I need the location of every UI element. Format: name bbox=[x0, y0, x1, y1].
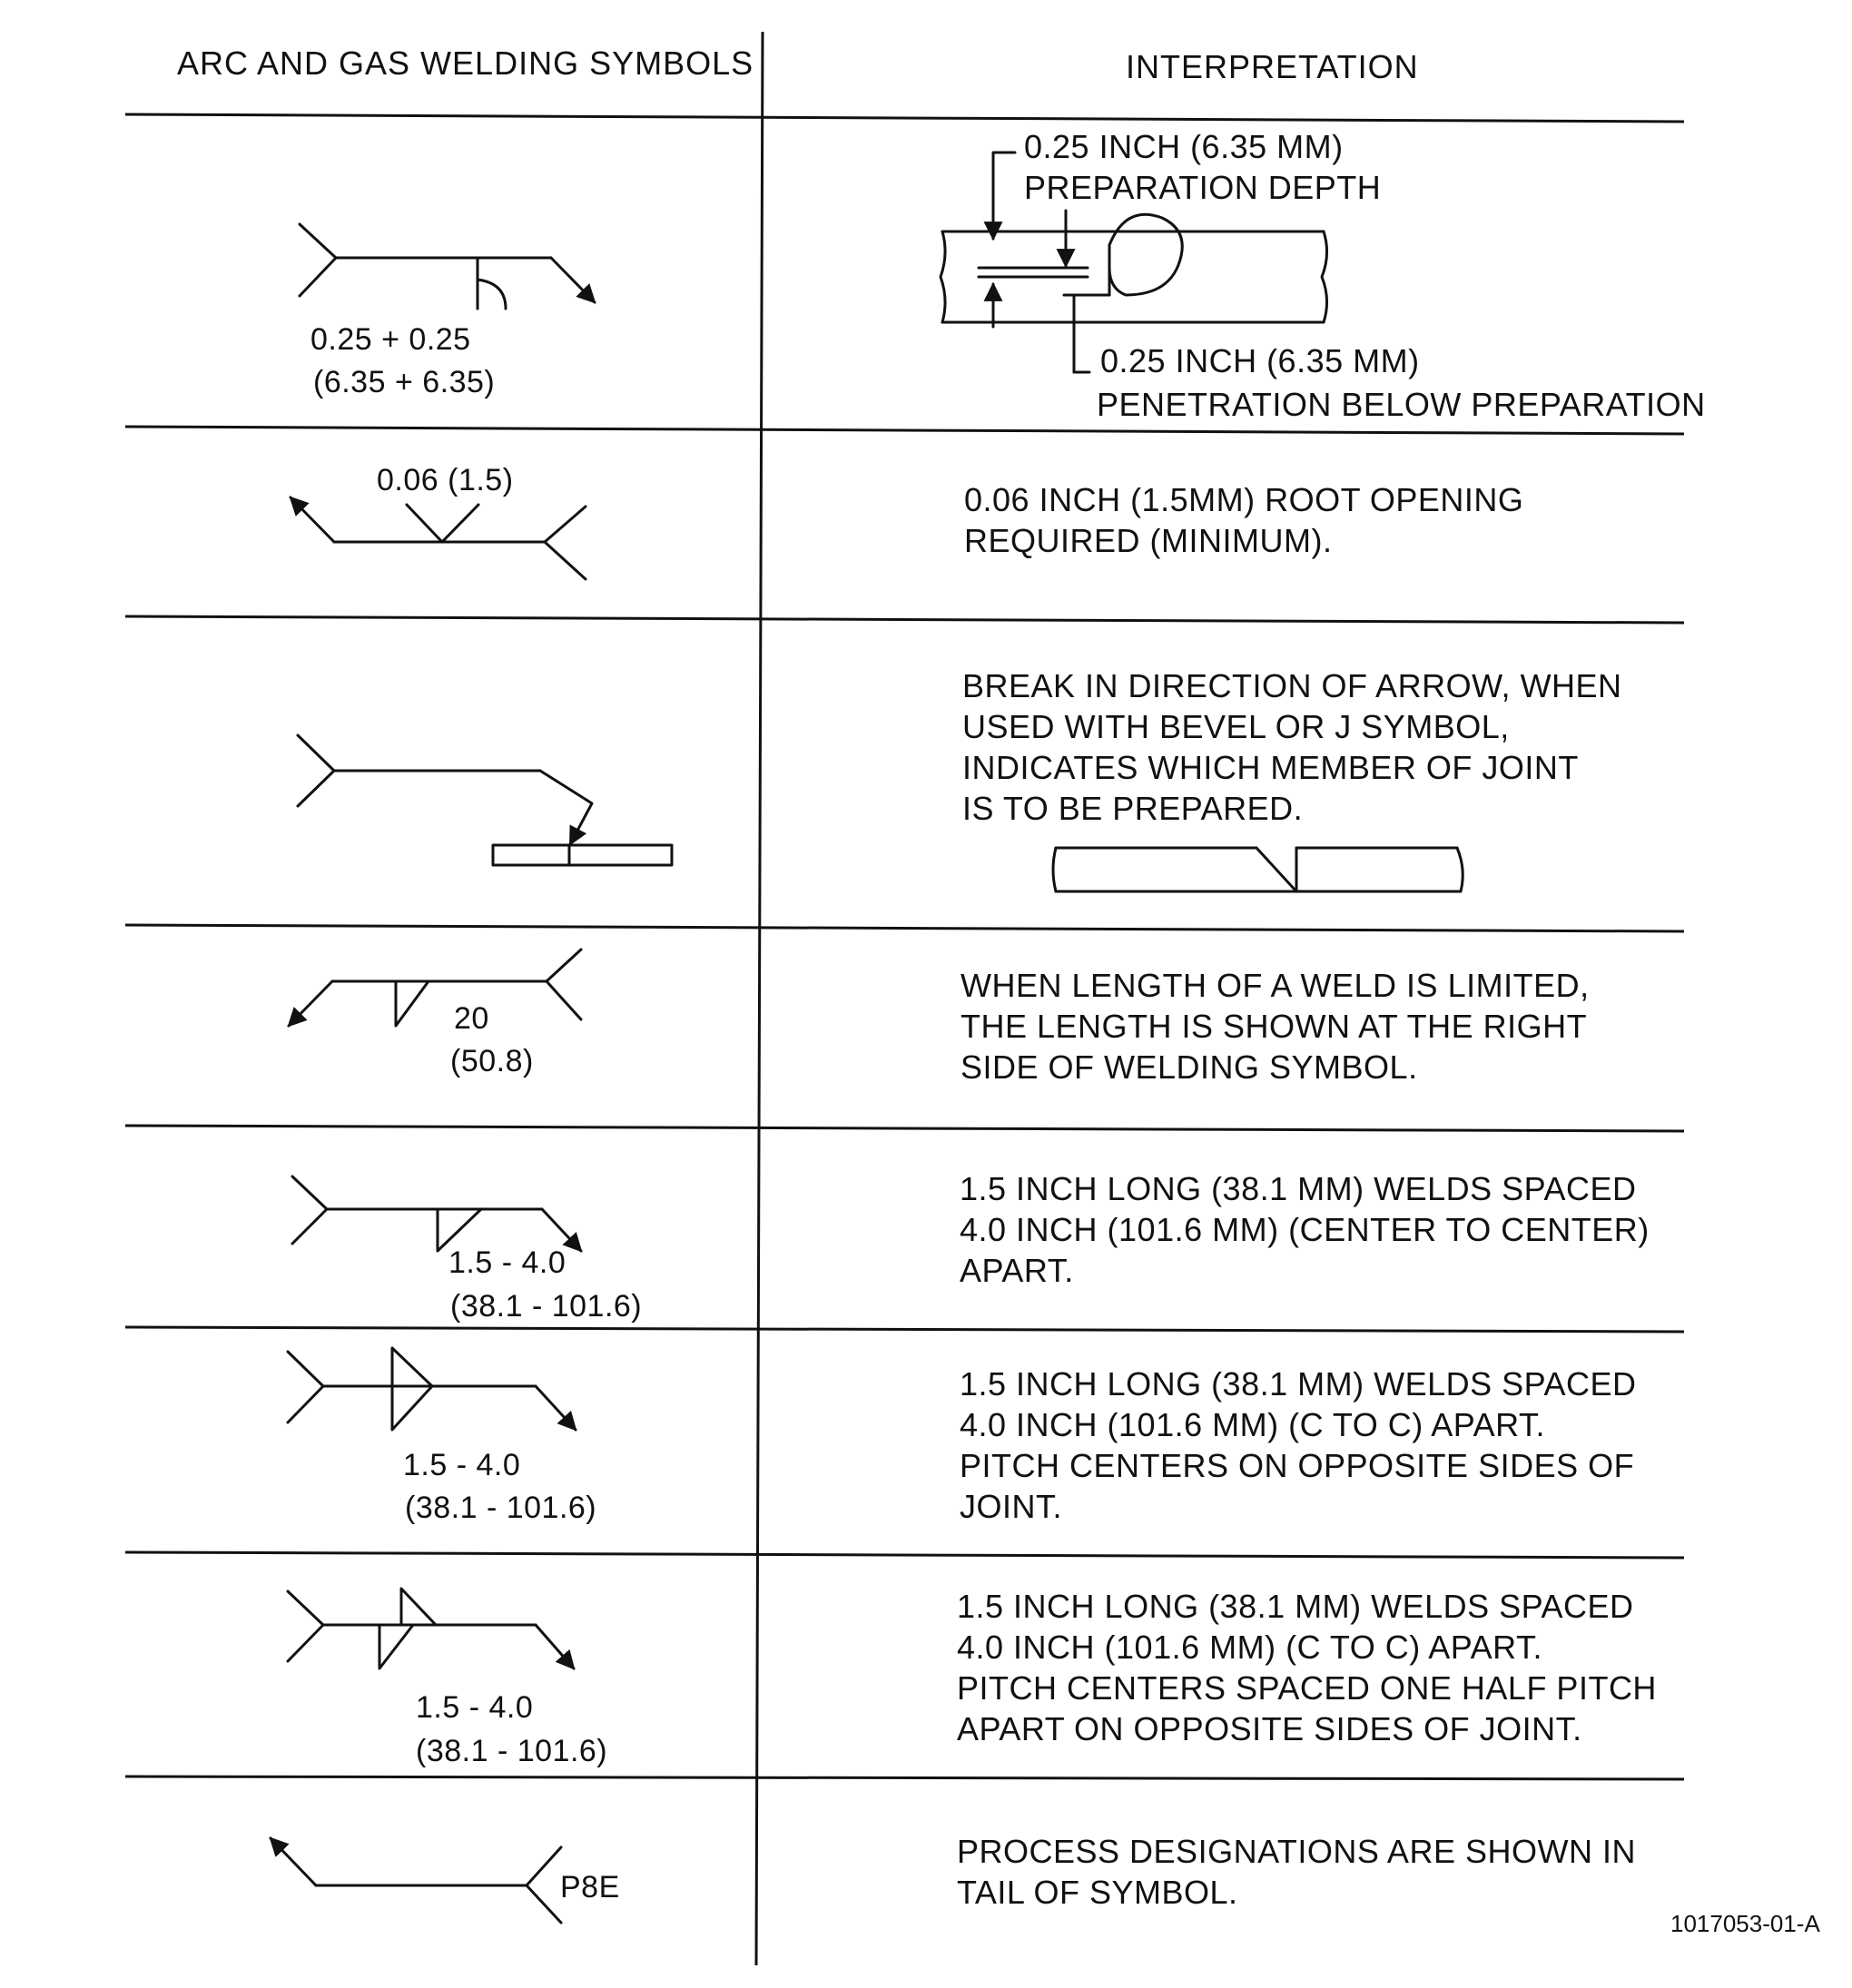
interpretation-text: PITCH CENTERS SPACED ONE HALF PITCH bbox=[957, 1669, 1657, 1707]
symbol-label: (38.1 - 101.6) bbox=[416, 1734, 608, 1768]
callout-top: 0.25 INCH (6.35 MM) bbox=[1024, 128, 1344, 165]
interpretation-text: BREAK IN DIRECTION OF ARROW, WHEN bbox=[962, 667, 1622, 704]
prepared-joint-sketch bbox=[1053, 848, 1463, 891]
symbol-label: 0.25 + 0.25 bbox=[310, 322, 471, 357]
interpretation-text: INDICATES WHICH MEMBER OF JOINT bbox=[962, 749, 1579, 786]
row-divider bbox=[125, 1327, 1684, 1332]
interpretation-text: JOINT. bbox=[960, 1488, 1063, 1525]
interpretation-text: APART ON OPPOSITE SIDES OF JOINT. bbox=[957, 1710, 1582, 1747]
process-designation-label: P8E bbox=[560, 1870, 620, 1904]
row-divider bbox=[125, 925, 1684, 931]
welding-symbol bbox=[292, 1176, 581, 1251]
row-7 bbox=[288, 1588, 1657, 1768]
interpretation-text: 0.06 INCH (1.5MM) ROOT OPENING bbox=[964, 481, 1524, 518]
interpretation-text: PITCH CENTERS ON OPPOSITE SIDES OF bbox=[960, 1447, 1635, 1484]
symbol-label: (38.1 - 101.6) bbox=[450, 1289, 643, 1324]
symbols-column-header: ARC AND GAS WELDING SYMBOLS bbox=[177, 44, 754, 82]
interpretation-text: 4.0 INCH (101.6 MM) (C TO C) APART. bbox=[960, 1406, 1545, 1443]
row-3 bbox=[298, 667, 1622, 891]
row-2 bbox=[291, 463, 1523, 579]
figure-id: 1017053-01-A bbox=[1670, 1910, 1820, 1937]
interpretation-text: THE LENGTH IS SHOWN AT THE RIGHT bbox=[960, 1008, 1588, 1045]
interpretation-text: APART. bbox=[960, 1252, 1074, 1289]
symbol-label: (38.1 - 101.6) bbox=[405, 1491, 597, 1525]
symbol-label: (50.8) bbox=[450, 1044, 534, 1078]
welding-symbol bbox=[300, 224, 595, 309]
symbol-label: (6.35 + 6.35) bbox=[313, 365, 496, 399]
interpretation-text: 4.0 INCH (101.6 MM) (CENTER TO CENTER) bbox=[960, 1211, 1650, 1248]
welding-symbol bbox=[289, 950, 581, 1026]
row-5 bbox=[292, 1170, 1650, 1324]
interpretation-text: IS TO BE PREPARED. bbox=[962, 790, 1304, 827]
interpretation-text: PROCESS DESIGNATIONS ARE SHOWN IN bbox=[957, 1833, 1636, 1870]
row-divider bbox=[125, 1126, 1684, 1131]
interpretation-text: USED WITH BEVEL OR J SYMBOL, bbox=[962, 708, 1510, 745]
interpretation-text: SIDE OF WELDING SYMBOL. bbox=[960, 1048, 1418, 1086]
interpretation-text: 4.0 INCH (101.6 MM) (C TO C) APART. bbox=[957, 1629, 1542, 1666]
interpretation-text: TAIL OF SYMBOL. bbox=[957, 1874, 1238, 1911]
interpretation-column-header: INTERPRETATION bbox=[1126, 48, 1419, 85]
welding-symbol bbox=[288, 1348, 576, 1430]
row-6 bbox=[288, 1348, 1637, 1525]
column-divider bbox=[756, 32, 763, 1965]
symbol-label: 1.5 - 4.0 bbox=[403, 1448, 521, 1482]
welding-symbol bbox=[288, 1589, 574, 1668]
row-4 bbox=[289, 950, 1590, 1086]
interpretation-text: 1.5 INCH LONG (38.1 MM) WELDS SPACED bbox=[960, 1170, 1637, 1207]
symbol-label: 0.06 (1.5) bbox=[377, 463, 514, 497]
row-8 bbox=[271, 1833, 1636, 1923]
callout-top: PREPARATION DEPTH bbox=[1024, 169, 1382, 206]
row-divider bbox=[125, 427, 1684, 434]
symbol-label: 1.5 - 4.0 bbox=[416, 1690, 534, 1725]
row-divider bbox=[125, 616, 1684, 623]
row-divider bbox=[125, 1776, 1684, 1779]
interpretation-text: WHEN LENGTH OF A WELD IS LIMITED, bbox=[960, 967, 1590, 1004]
welding-symbol bbox=[298, 735, 672, 865]
header-divider bbox=[125, 114, 1684, 122]
welding-symbol bbox=[271, 1838, 561, 1923]
joint-cross-section bbox=[941, 214, 1327, 322]
symbol-label: 1.5 - 4.0 bbox=[448, 1245, 566, 1280]
interpretation-text: 1.5 INCH LONG (38.1 MM) WELDS SPACED bbox=[957, 1588, 1634, 1625]
interpretation-text: REQUIRED (MINIMUM). bbox=[964, 522, 1333, 559]
row-divider bbox=[125, 1552, 1684, 1558]
welding-symbol bbox=[291, 497, 586, 579]
interpretation-text: 1.5 INCH LONG (38.1 MM) WELDS SPACED bbox=[960, 1365, 1637, 1402]
row-1 bbox=[300, 128, 1706, 423]
callout-bottom: 0.25 INCH (6.35 MM) bbox=[1100, 342, 1420, 379]
symbol-label: 20 bbox=[454, 1001, 489, 1036]
header bbox=[177, 44, 1419, 85]
callout-bottom: PENETRATION BELOW PREPARATION bbox=[1097, 386, 1706, 423]
